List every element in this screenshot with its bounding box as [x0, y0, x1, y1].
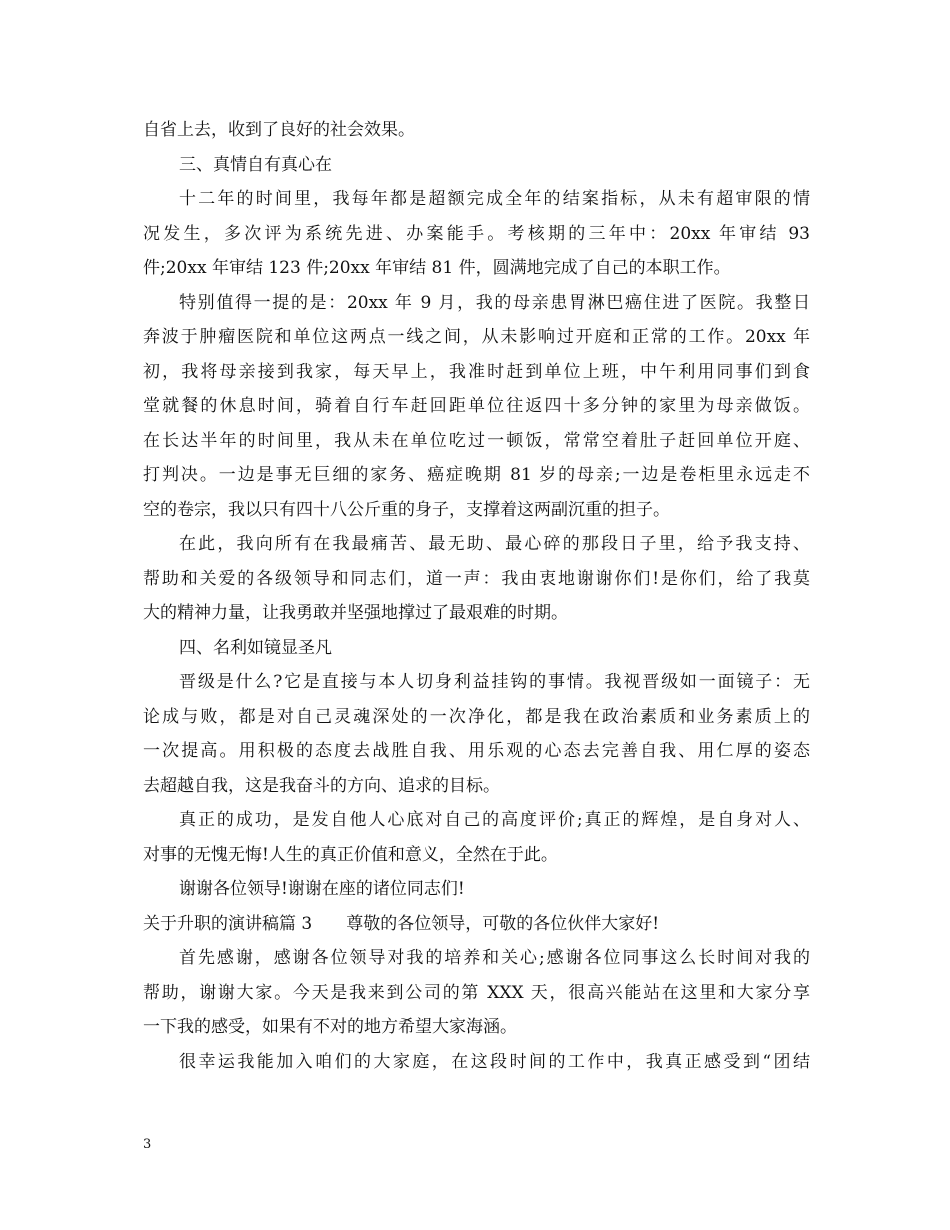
text-line: 对事的无愧无悔!人生的真正价值和意义，全然在于此。 — [143, 844, 558, 865]
text-line: 真正的成功，是发自他人心底对自己的高度评价;真正的辉煌，是自身对人、 — [179, 810, 810, 830]
text-line: 十二年的时间里，我每年都是超额完成全年的结案指标，从未有超审限的情 — [179, 189, 810, 209]
text-line: 初，我将母亲接到我家，每天早上，我准时赶到单位上班，中午利用同事们到食 — [143, 361, 810, 382]
page-number: 3 — [143, 1137, 152, 1152]
text-line: 四、名利如镜显圣凡 — [179, 637, 332, 658]
text-line: 关于升职的演讲稿篇 3 尊敬的各位领导，可敬的各位伙伴大家好! — [143, 913, 660, 934]
text-line: 很幸运我能加入咱们的大家庭，在这段时间的工作中，我真正感受到“团结 — [179, 1051, 810, 1072]
text-line: 帮助和关爱的各级领导和同志们，道一声：我由衷地谢谢你们!是你们，给了我莫 — [143, 568, 810, 589]
text-line: 堂就餐的休息时间，骑着自行车赶回距单位往返四十多分钟的家里为母亲做饭。 — [143, 396, 810, 416]
text-line: 打判决。一边是事无巨细的家务、癌症晚期 81 岁的母亲;一边是卷柜里永远走不 — [143, 465, 810, 485]
text-line: 一下我的感受，如果有不对的地方希望大家海涵。 — [143, 1017, 517, 1037]
text-line: 帮助，谢谢大家。今天是我来到公司的第 XXX 天，很高兴能站在这里和大家分享 — [143, 982, 810, 1003]
text-line: 奔波于肿瘤医院和单位这两点一线之间，从未影响过开庭和正常的工作。20xx 年 — [143, 327, 810, 347]
text-line: 在长达半年的时间里，我从未在单位吃过一顿饭，常常空着肚子赶回单位开庭、 — [143, 430, 810, 451]
text-line: 件;20xx 年审结 123 件;20xx 年审结 81 件，圆满地完成了自己的本职工作。 — [143, 258, 731, 278]
text-line: 空的卷宗，我以只有四十八公斤重的身子，支撑着这两副沉重的担子。 — [143, 499, 670, 520]
text-line: 去超越自我，这是我奋斗的方向、追求的目标。 — [143, 775, 500, 796]
text-line: 特别值得一提的是：20xx 年 9 月，我的母亲患胃淋巴癌住进了医院。我整日 — [179, 292, 810, 313]
document-body — [143, 113, 810, 1079]
text-line: 论成与败，都是对自己灵魂深处的一次净化，都是我在政治素质和业务素质上的 — [143, 706, 810, 727]
text-line: 三、真情自有真心在 — [179, 154, 332, 175]
text-line: 一次提高。用积极的态度去战胜自我、用乐观的心态去完善自我、用仁厚的姿态 — [143, 741, 810, 761]
text-line: 大的精神力量，让我勇敢并坚强地撑过了最艰难的时期。 — [143, 603, 568, 623]
text-line: 自省上去，收到了良好的社会效果。 — [143, 120, 415, 140]
text-line: 晋级是什么?它是直接与本人切身利益挂钩的事情。我视晋级如一面镜子：无 — [179, 672, 810, 692]
text-line: 谢谢各位领导!谢谢在座的诸位同志们! — [179, 879, 465, 899]
text-line: 首先感谢，感谢各位领导对我的培养和关心;感谢各位同事这么长时间对我的 — [179, 948, 810, 968]
text-line: 况发生，多次评为系统先进、办案能手。考核期的三年中：20xx 年审结 93 — [143, 223, 810, 244]
text-line: 在此，我向所有在我最痛苦、最无助、最心碎的那段日子里，给予我支持、 — [179, 534, 810, 554]
